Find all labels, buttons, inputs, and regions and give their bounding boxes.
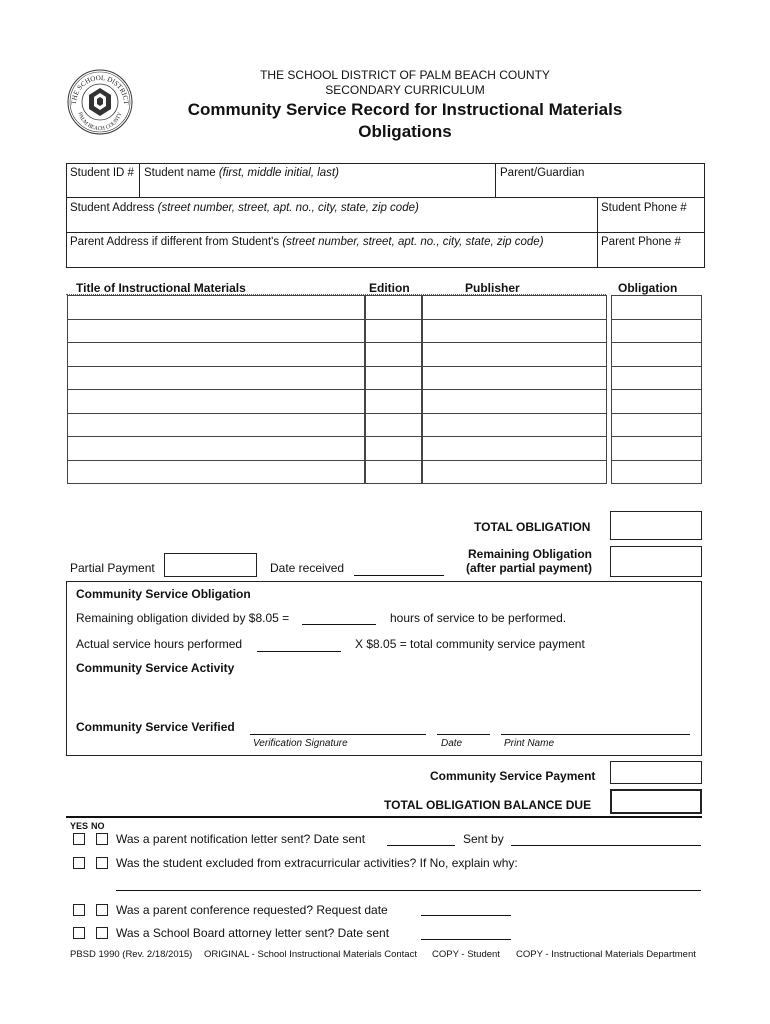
divider	[597, 197, 598, 268]
student-phone-label: Student Phone #	[601, 202, 687, 214]
divider	[66, 232, 705, 233]
verification-signature-caption: Verification Signature	[253, 738, 348, 749]
verification-signature-line[interactable]	[250, 734, 426, 735]
title-cell[interactable]	[67, 342, 365, 367]
obligation-cell[interactable]	[611, 460, 702, 485]
col-title-header: Title of Instructional Materials	[76, 281, 246, 295]
publisher-cell[interactable]	[422, 342, 607, 367]
q1-date-line[interactable]	[387, 845, 455, 846]
form-title-line2: Obligations	[358, 122, 452, 141]
q3-yes-checkbox[interactable]	[73, 904, 85, 916]
edition-cell[interactable]	[365, 342, 422, 367]
q1-label: Was a parent notification letter sent? Date sent	[116, 832, 366, 846]
edition-cell[interactable]	[365, 436, 422, 461]
divider	[66, 197, 705, 198]
parent-phone-field[interactable]	[601, 236, 681, 248]
obligation-cell[interactable]	[611, 389, 702, 414]
remaining-obligation-label: Remaining Obligation	[468, 547, 593, 561]
student-phone-field[interactable]	[601, 202, 687, 214]
q3-date-line[interactable]	[421, 915, 511, 916]
parent-address-label: Parent Address if different from Student's	[70, 236, 280, 248]
edition-cell[interactable]	[365, 319, 422, 344]
yes-header: YES	[70, 821, 89, 831]
student-name-field[interactable]	[144, 167, 339, 179]
student-address-label: Student Address	[70, 202, 155, 214]
edition-cell[interactable]	[365, 295, 422, 320]
obligation-cell[interactable]	[611, 413, 702, 438]
divider	[495, 163, 496, 197]
community-obligation-heading: Community Service Obligation	[76, 587, 251, 601]
title-cell[interactable]	[67, 436, 365, 461]
date-received-line[interactable]	[354, 575, 444, 576]
publisher-cell[interactable]	[422, 389, 607, 414]
student-id-label: Student ID #	[70, 167, 134, 179]
q4-no-checkbox[interactable]	[96, 927, 108, 939]
student-name-hint: (first, middle initial, last)	[218, 167, 339, 179]
form-id: PBSD 1990 (Rev. 2/18/2015)	[70, 949, 193, 960]
student-address-hint: (street number, street, apt. no., city, state, zip code)	[157, 202, 419, 214]
student-id-field[interactable]	[70, 167, 134, 179]
total-obligation-label: TOTAL OBLIGATION	[474, 520, 591, 534]
q3-label: Was a parent conference requested? Request date	[116, 903, 388, 917]
community-payment-box[interactable]	[610, 761, 702, 784]
svg-text:THE SCHOOL DISTRICT: THE SCHOOL DISTRICT	[69, 73, 131, 105]
parent-address-field[interactable]	[70, 236, 544, 248]
title-cell[interactable]	[67, 295, 365, 320]
balance-due-label: TOTAL OBLIGATION BALANCE DUE	[384, 798, 592, 812]
obligation-cell[interactable]	[611, 366, 702, 391]
total-obligation-box[interactable]	[610, 511, 702, 540]
remaining-divided-label: Remaining obligation divided by $8.05 =	[76, 611, 290, 625]
footer-copy-student: COPY - Student	[432, 949, 500, 960]
no-header: NO	[91, 821, 105, 831]
q2-explain-line[interactable]	[116, 890, 701, 891]
verified-label: Community Service Verified	[76, 720, 235, 734]
col-publisher-header: Publisher	[465, 281, 520, 295]
actual-hours-label: Actual service hours performed	[76, 637, 243, 651]
title-cell[interactable]	[67, 366, 365, 391]
q2-no-checkbox[interactable]	[96, 857, 108, 869]
obligation-cell[interactable]	[611, 436, 702, 461]
svg-text:PALM BEACH COUNTY: PALM BEACH COUNTY	[76, 111, 124, 133]
date-caption: Date	[441, 738, 463, 749]
edition-cell[interactable]	[365, 389, 422, 414]
obligation-cell[interactable]	[611, 342, 702, 367]
col-obligation-header: Obligation	[618, 281, 678, 295]
q1-sent-by-label: Sent by	[463, 832, 504, 846]
publisher-cell[interactable]	[422, 319, 607, 344]
activity-heading: Community Service Activity	[76, 661, 235, 675]
publisher-cell[interactable]	[422, 436, 607, 461]
publisher-cell[interactable]	[422, 366, 607, 391]
q3-no-checkbox[interactable]	[96, 904, 108, 916]
print-name-caption: Print Name	[504, 738, 555, 749]
division-name: SECONDARY CURRICULUM	[325, 83, 485, 97]
date-received-label: Date received	[270, 561, 345, 575]
edition-cell[interactable]	[365, 366, 422, 391]
divider	[139, 163, 140, 197]
payment-formula-text: X $8.05 = total community service payment	[355, 637, 585, 651]
q1-sent-by-line[interactable]	[511, 845, 701, 846]
q2-label: Was the student excluded from extracurricular activities? If No, explain why:	[116, 856, 518, 870]
actual-hours-line[interactable]	[257, 651, 341, 652]
district-name: THE SCHOOL DISTRICT OF PALM BEACH COUNTY	[260, 68, 550, 82]
title-cell[interactable]	[67, 413, 365, 438]
remaining-obligation-box[interactable]	[610, 546, 702, 577]
verification-date-line[interactable]	[437, 734, 490, 735]
q2-yes-checkbox[interactable]	[73, 857, 85, 869]
publisher-cell[interactable]	[422, 295, 607, 320]
parent-guardian-label: Parent/Guardian	[500, 167, 585, 179]
community-payment-label: Community Service Payment	[430, 769, 596, 783]
publisher-cell[interactable]	[422, 413, 607, 438]
section-rule	[66, 816, 702, 818]
footer-copy-dept: COPY - Instructional Materials Department	[516, 949, 696, 960]
q1-no-checkbox[interactable]	[96, 833, 108, 845]
title-cell[interactable]	[67, 460, 365, 485]
edition-cell[interactable]	[365, 460, 422, 485]
q4-yes-checkbox[interactable]	[73, 927, 85, 939]
q4-date-line[interactable]	[421, 939, 511, 940]
parent-guardian-field[interactable]	[500, 167, 584, 179]
obligation-cell[interactable]	[611, 295, 702, 320]
remaining-obligation-sublabel: (after partial payment)	[466, 561, 593, 575]
q1-yes-checkbox[interactable]	[73, 833, 85, 845]
title-cell[interactable]	[67, 319, 365, 344]
form-title-line1: Community Service Record for Instructional Materials	[187, 100, 623, 119]
partial-payment-label: Partial Payment	[70, 561, 155, 575]
title-cell[interactable]	[67, 389, 365, 414]
partial-payment-box[interactable]	[164, 553, 257, 577]
parent-address-hint: (street number, street, apt. no., city, state, zip code)	[282, 236, 544, 248]
publisher-cell[interactable]	[422, 460, 607, 485]
parent-phone-label: Parent Phone #	[601, 236, 681, 248]
student-name-label: Student name	[144, 167, 216, 179]
hours-text: hours of service to be performed.	[390, 611, 567, 625]
print-name-line[interactable]	[501, 734, 690, 735]
obligation-cell[interactable]	[611, 319, 702, 344]
edition-cell[interactable]	[365, 413, 422, 438]
footer-original: ORIGINAL - School Instructional Materials Contact	[204, 949, 417, 960]
q4-label: Was a School Board attorney letter sent? Date sent	[116, 926, 390, 940]
hours-line[interactable]	[302, 624, 376, 625]
balance-due-box[interactable]	[610, 789, 702, 814]
col-edition-header: Edition	[369, 281, 410, 295]
student-address-field[interactable]	[70, 202, 419, 214]
